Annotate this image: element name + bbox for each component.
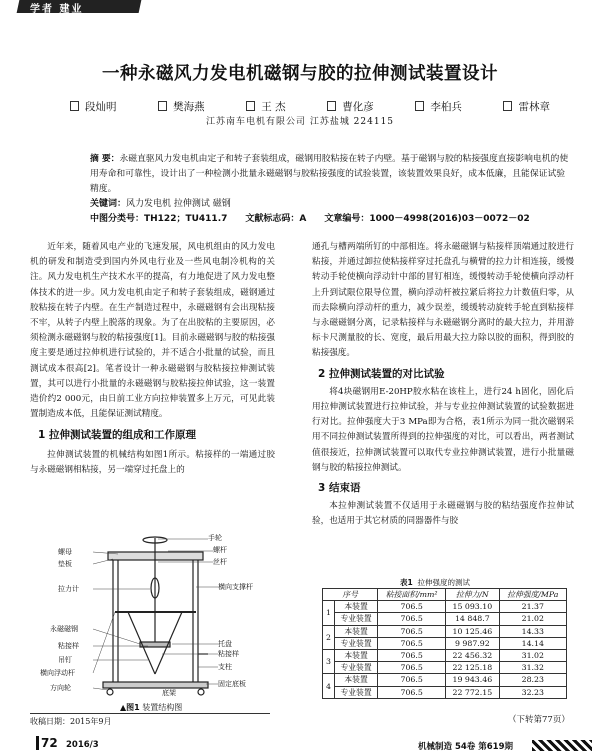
label-frame: 底架: [162, 689, 176, 697]
issue-date: 2016/3: [66, 740, 99, 750]
section-3-title: 3 结束语: [318, 482, 361, 495]
table-cell: 28.23: [499, 674, 566, 686]
table-row: [323, 637, 567, 649]
clc-number: 中图分类号：TH122；TU411.7: [90, 214, 228, 224]
table-cell: 21.02: [499, 613, 566, 625]
label-floating-bar: 横向浮动杆: [40, 669, 75, 677]
abstract: [90, 152, 570, 197]
table-cell: 10 125.46: [446, 625, 499, 637]
table-header-row: [323, 589, 567, 601]
table-cell: 本装置: [334, 649, 377, 661]
section-1-paragraph: 拉伸测试装置的机械结构如图1所示。粘接样的一端通过胶与永磁磁钢相粘接，另一端穿过托盘上的: [30, 449, 275, 475]
table-cell: 31.02: [499, 649, 566, 661]
table-header: 粘接面积/mm²: [378, 589, 446, 601]
table-cell: 22 772.15: [446, 686, 499, 698]
author: 王 杰: [246, 99, 285, 114]
left-column: [30, 240, 275, 478]
table-header: 序号: [323, 589, 378, 601]
table-row: [323, 613, 567, 625]
author: 樊海燕: [158, 99, 205, 114]
table-cell: 本装置: [334, 625, 377, 637]
table-cell: 706.5: [378, 662, 446, 674]
table-cell: 22 125.18: [446, 662, 499, 674]
table-cell: 706.5: [378, 625, 446, 637]
table-cell: 706.5: [378, 637, 446, 649]
received-date: 收稿日期：2015年9月: [30, 717, 112, 726]
article-number: 文章编号：1000－4998(2016)03－0072－02: [324, 214, 530, 224]
device-structure-diagram: [58, 534, 273, 700]
journal-name: 机械制造 54卷 第619期: [418, 742, 513, 752]
label-tray: 托盘: [218, 640, 232, 648]
label-bond-sample-left: 粘接样: [58, 642, 79, 650]
section-3-paragraph: 本拉伸测试装置不仅适用于永磁磁钢与胶的粘结强度作拉伸试验，也适用于其它材质的同器器件与胶: [312, 501, 574, 527]
label-pillar: 支柱: [218, 663, 232, 671]
page-number: 72: [36, 736, 58, 750]
label-force-gauge: 拉力计: [58, 585, 79, 593]
table-cell: 14 848.7: [446, 613, 499, 625]
figure-caption: ▲图1 装置结构图: [120, 703, 183, 712]
label-screw: 螺杆: [213, 546, 227, 554]
table-cell: 9 987.92: [446, 637, 499, 649]
document-code: 文献标志码：A: [245, 214, 307, 224]
continued-note: （下转第77页）: [508, 715, 570, 725]
label-pad: 垫板: [58, 560, 72, 568]
author: 曹化彦: [327, 99, 374, 114]
table-cell: 15 093.10: [446, 601, 499, 613]
table-cell: 专业装置: [334, 613, 377, 625]
table-header: 拉伸力/N: [446, 589, 499, 601]
label-bond-sample: 粘接样: [218, 650, 239, 658]
table-cell: 本装置: [334, 601, 377, 613]
figure-number: ▲图1: [120, 703, 140, 712]
table-row: [323, 625, 567, 637]
table-cell: 31.32: [499, 662, 566, 674]
decorative-stripe: [532, 740, 592, 751]
table-cell: 专业装置: [334, 637, 377, 649]
author-list: [70, 99, 550, 114]
table-caption: 表1 拉伸强度的测试: [400, 578, 470, 587]
table-cell: 706.5: [378, 674, 446, 686]
label-hook: 吊钉: [58, 656, 72, 664]
section-header: 学者 建业: [30, 4, 84, 15]
table-cell: 22 456.32: [446, 649, 499, 661]
author: 李桕兵: [415, 99, 462, 114]
device-structure-figure: [40, 534, 273, 700]
section-2-title: 2 拉伸测试装置的对比试验: [318, 367, 445, 380]
table-header: 拉伸强度/MPa: [499, 589, 566, 601]
table-row: [323, 686, 567, 698]
tensile-strength-table-wrap: [322, 588, 567, 699]
label-lead-screw: 丝杆: [213, 558, 227, 566]
label-cross-support: 横向支撑杆: [218, 583, 253, 591]
continued-paragraph: 通孔与槽两端所钉的中部相连。将永磁磁钢与粘接样顶端通过胶进行粘接，并通过卸拉使粘接样穿过托盘孔与横臂的拉力计相连接，缓慢转动手轮使横向浮动针中部的冒钉相连，缓慢转动手轮使横向浮动杆上升到试限位限导位置，横向浮动杆被拉紧后将拉力计数值归零，从而去除横向浮动杆的重力，减少误差，缓缓转动旋转手轮直到粘接样与永磁磁钢分离，记录粘接样与永磁磁钢分离时的最大拉力，并用游标卡尺测量胶的长、宽度，最后用最大拉力除以胶的面积，得到胶的粘接强度。: [312, 242, 574, 359]
keywords-text: 风力发电机 拉伸测试 磁钢: [126, 199, 231, 209]
table-row: [323, 674, 567, 686]
label-caster: 方向轮: [50, 684, 71, 692]
abstract-text: 永磁直驱风力发电机由定子和转子套装组成，磁钢用胶粘接在转子内壁。基于磁钢与胶的粘接强度直接影响电机的使用寿命和可靠性，设计出了一种检测小批量永磁磁钢与胶粘接强度的试验装置，该装置效果良好，成本低廉，且能保证试验精度。: [90, 154, 569, 194]
right-column: [312, 240, 574, 530]
table-number: 表1: [400, 578, 413, 587]
intro-paragraph: 近年来，随着风电产业的飞速发展，风电机组由的风力发电机的研发和制造受到国内外风电行业及一些风电制冷机构的关注。风力发电机生产技术水平的提高，有力地促进了风力发电整体技术的进一步。风力发电机由定子和转子套装组成，磁钢通过胶粘接在转子内壁。在生产制造过程中，永磁磁钢有会出现粘接不牢，从转子内壁上脱落的现象。为了在出胶粘的主要原因，必须检测永磁磁钢与胶的粘接强度[1]。目前永磁磁钢与胶的粘接强度主要是通过拉伸机进行试验的，并不适合小批量的试验，而且测试成本很高[2]。笔者设计一种永磁磁钢与胶粘接拉伸测试装置，其可以进行小批量的永磁磁钢与胶粘接拉伸试验，这一装置造价约2 000元，由日前工业方向拉伸装置多上万元，可见此装置制造成本低，且能保证测试精度。: [30, 242, 275, 420]
table-cell: 4: [323, 674, 335, 698]
table-cell: 706.5: [378, 601, 446, 613]
table-cell: 21.37: [499, 601, 566, 613]
footnote-rule: [30, 713, 270, 714]
table-cell: 3: [323, 649, 335, 673]
table-cell: 706.5: [378, 686, 446, 698]
table-row: [323, 649, 567, 661]
table-cell: 专业装置: [334, 686, 377, 698]
table-cell: 32.23: [499, 686, 566, 698]
table-cell: 706.5: [378, 613, 446, 625]
paper-title: 一种永磁风力发电机磁钢与胶的拉伸测试装置设计: [102, 64, 498, 84]
section-1-title: 1 拉伸测试装置的组成和工作原理: [38, 429, 196, 442]
abstract-label: 摘 要：: [90, 154, 120, 164]
table-cell: 2: [323, 625, 335, 649]
label-base-plate: 固定底板: [218, 680, 246, 688]
section-2-paragraph: 将4块磁钢用E-20HP胶水粘在该柱上，进行24 h固化，固化后用拉伸测试装置进行拉伸试验，并与专业拉伸测试装置的试验数据进行对比。拉伸强度大于3 MPa即为合格，表1所示为同一批次磁钢采用不同拉伸测试装置所得到的拉伸强度的对比，可以看出，两者测试值很接近，拉伸测试装置可以取代专业拉伸测试装置，进行小批量磁钢与胶的粘接拉伸测试。: [312, 386, 574, 473]
tensile-strength-table: [322, 588, 567, 699]
keywords-label: 关键词：: [90, 199, 127, 209]
author: 雷林章: [503, 99, 550, 114]
label-hand-wheel: 手轮: [208, 534, 222, 542]
table-cell: 19 943.46: [446, 674, 499, 686]
author: 段灿明: [70, 99, 117, 114]
table-cell: 本装置: [334, 674, 377, 686]
affiliation: 江苏南车电机有限公司 江苏盐城 224115: [205, 117, 395, 127]
table-cell: 14.14: [499, 637, 566, 649]
table-row: [323, 601, 567, 613]
keywords: [90, 196, 231, 209]
table-cell: 1: [323, 601, 335, 625]
label-magnet: 永磁磁钢: [50, 625, 78, 633]
table-row: [323, 662, 567, 674]
table-cell: 专业装置: [334, 662, 377, 674]
classification: [90, 211, 570, 224]
label-nut: 螺母: [58, 548, 72, 556]
table-cell: 14.33: [499, 625, 566, 637]
table-cell: 706.5: [378, 649, 446, 661]
